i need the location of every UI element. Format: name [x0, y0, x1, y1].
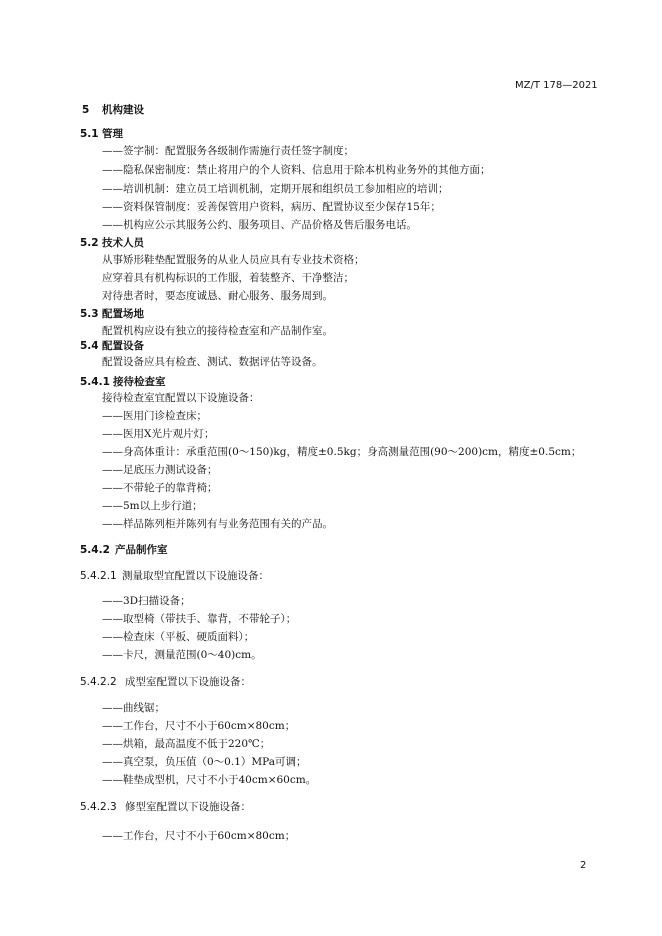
- section-5-1-title: 管理: [102, 128, 123, 140]
- section-5-4-2-2-text: 成型室配置以下设施设备：: [125, 676, 251, 688]
- section-5-4-2-number: 5.4.2: [80, 544, 110, 556]
- list-item: ——检查床（平板、硬质面料）；: [102, 631, 255, 643]
- section-5-3-number: 5.3: [80, 308, 99, 320]
- paragraph-line: 应穿着具有机构标识的工作服，着装整齐、干净整洁；: [102, 272, 354, 284]
- section-5-title: 机构建设: [102, 104, 144, 116]
- list-item: ——真空泵，负压值（0～0.1）MPa可调；: [102, 756, 307, 768]
- list-item: ——样品陈列柜并陈列有与业务范围有关的产品。: [102, 518, 333, 530]
- list-item: ——3D扫描设备；: [102, 595, 191, 607]
- section-5-4-2-2-number: 5.4.2.2: [80, 676, 117, 688]
- section-5-4-2-3-number: 5.4.2.3: [80, 801, 117, 813]
- list-item: ——不带轮子的靠背椅；: [102, 482, 218, 494]
- section-5-4-1-number: 5.4.1: [80, 376, 110, 388]
- paragraph-line: 配置设备应具有检查、测试、数据评估等设备。: [102, 356, 323, 368]
- list-item: ——工作台，尺寸不小于60cm×80cm；: [102, 720, 296, 732]
- list-item: ——医用X光片观片灯；: [102, 428, 215, 440]
- section-5-4-2-title: 产品制作室: [115, 544, 168, 556]
- section-5-4-2-1-number: 5.4.2.1: [80, 570, 117, 582]
- list-item: ——身高体重计：承重范围(0～150)kg，精度±0.5kg；身高测量范围(90～200)cm，精度±0.5cm；: [102, 446, 582, 458]
- list-item: ——隐私保密制度：禁止将用户的个人资料、信息用于除本机构业务外的其他方面；: [102, 164, 491, 176]
- section-5-2-number: 5.2: [80, 237, 99, 249]
- section-5-1-number: 5.1: [80, 128, 99, 140]
- list-item: ——机构应公示其服务公约、服务项目、产品价格及售后服务电话。: [102, 219, 417, 231]
- list-item: ——卡尺，测量范围(0～40)cm。: [102, 649, 262, 661]
- section-5-4-title: 配置设备: [102, 340, 144, 352]
- list-item: ——鞋垫成型机，尺寸不小于40cm×60cm。: [102, 774, 317, 786]
- list-item: ——工作台，尺寸不小于60cm×80cm；: [102, 830, 296, 842]
- section-5-3-title: 配置场地: [102, 308, 144, 320]
- section-5-2-title: 技术人员: [102, 237, 144, 249]
- list-item: ——取型椅（带扶手、靠背，不带轮子）；: [102, 613, 297, 625]
- paragraph-line: 对待患者时，要态度诚恳、耐心服务、服务周到。: [102, 290, 333, 302]
- list-item: ——曲线锯；: [102, 702, 165, 714]
- paragraph-line: 从事矫形鞋垫配置服务的从业人员应具有专业技术资格；: [102, 254, 365, 266]
- section-5-4-1-title: 接待检查室: [113, 376, 166, 388]
- list-item: ——资料保管制度：妥善保管用户资料，病历、配置协议至少保存15年；: [102, 201, 441, 213]
- section-5-4-number: 5.4: [80, 340, 99, 352]
- section-5-4-2-3-text: 修型室配置以下设施设备：: [125, 801, 251, 813]
- page-number: 2: [580, 860, 587, 871]
- document-code: MZ/T 178—2021: [515, 80, 598, 91]
- section-5-number: 5: [82, 104, 90, 116]
- list-item: ——培训机制：建立员工培训机制，定期开展和组织员工参加相应的培训；: [102, 183, 449, 195]
- list-item: ——5m以上步行道；: [102, 500, 203, 512]
- list-item: ——烘箱，最高温度不低于220℃；: [102, 738, 271, 750]
- list-item: ——足底压力测试设备；: [102, 464, 218, 476]
- list-item: ——签字制：配置服务各级制作需施行责任签字制度；: [102, 145, 354, 157]
- section-5-4-2-1-text: 测量取型宜配置以下设施设备：: [122, 570, 269, 582]
- paragraph-line: 接待检查室宜配置以下设施设备：: [102, 392, 260, 404]
- paragraph-line: 配置机构应设有独立的接待检查室和产品制作室。: [102, 325, 333, 337]
- list-item: ——医用门诊检查床；: [102, 410, 207, 422]
